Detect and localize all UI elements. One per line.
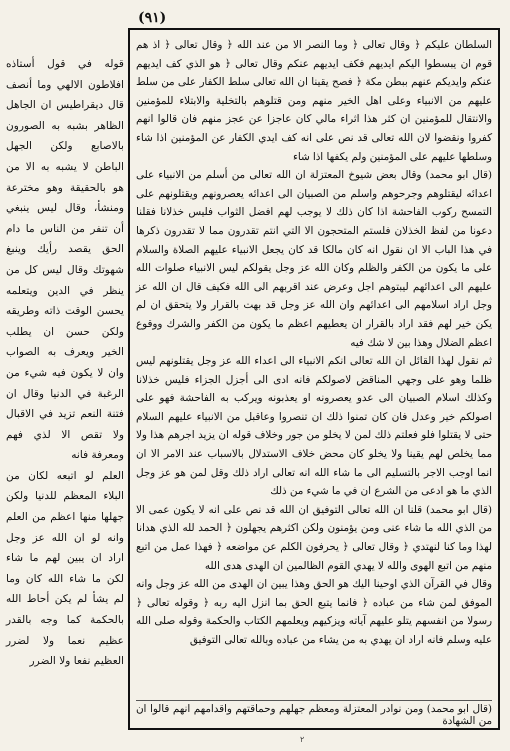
bottom-mark: ٢ bbox=[300, 735, 305, 744]
main-text-frame bbox=[128, 28, 500, 730]
main-paragraph: ثم نقول لهذا القائل ان الله تعالى انكم الانبياء الى اعداء الله عز وجل يقتلونهم ليس ظلما وهو على وجهي المناقض لاصولكم فانه ادى الى أجزل الجزاء فليس خذلانا وكذلك اسلام الصبيان الى عدو يعصرونه او يعذبونه ويركب به الفاحشة فهو على اصولكم خير وعدل فان كان تمنوا ذلك ان تنصروا وعاقبل من الانبياء عليهم السلام حتى لا يقتلوا فلو فعلتم ذلك لمن لا يخلو من جور وخلاف قوله ان يزيد اجرهم هذا ولا مما يخلص لهم يقينا ولا يخلو كان محض خلاف الاستدلال بالاسباب عند الامر الا ان انما اوجب الاجر بالتسليم الى ما شاء الله انه تعالى اراد ذلك وقل لمن هو عز وجل الذي ما هو ادعى من الشرع ان في ما شيء من ذلك bbox=[136, 355, 492, 498]
main-paragraph: وقال في القرآن الذي اوحينا اليك هو الحق وهذا يبين ان الهدى من الله عز وجل وانه الموفق لمن شاء من عباده ﴿ فانما يتبع الحق بما انزل اليه ربه ﴿ وقوله تعالى ﴿ رسولا من انفسهم يتلو عليهم آياته ويزكيهم ويعلمهم الكتاب والحكمة وقوله صلى الله عليه وسلم فانه اراد ان يهدي به من يشاء من عباده وبالله تعالى التوفيق bbox=[136, 578, 492, 646]
margin-paragraph: قوله في قول أستاذه افلاطون الالهي وما أنصف قال ديقراطيس ان الجاهل الظاهر بشبه به الصورون بالاصابع ولكن الجهل الباطن لا يشبه به الا من هو بالحقيقة وهو مخترعة ومنشأ، وقال ليس ينبغي أن تنفر من الناس ما دام الحق يقصد رأيك وينبغ شهوتك وقال ليس كل من ينظر في الدين ويتعلمه يحسن الوقت ذاته وطريقه ولكن حسن ان يطلب الخير ويعرف به الصواب وان لا يكون فيه شيء من الرغبة في الدنيا وقال ان فتنة النعم تزيد في الاقبال ولا تقص الا لذي فهم ومعرفة فانه bbox=[6, 58, 124, 462]
main-body-text bbox=[136, 36, 492, 698]
margin-paragraph: العلم لو اتبعه لكان من البلاء المعظم للدنيا ولكن جهلها منها اعظم من العلم وانه لو ان الله عز وجل اراد ان يبين لهم ما شاء لكن ما شاء الله كان وما لم يشأ لم يكن أحاط الله بالحكمة كما وجه بالقدر عظيم نعما ولا لضرر العظيم نفعا ولا الضرر bbox=[6, 469, 124, 668]
page-number: (٩١) bbox=[138, 10, 167, 26]
main-paragraph: (قال ابو محمد) وقال بعض شيوخ المعتزلة ان الله تعالى من أسلم من الانبياء على اعدائه ليقتلوهم وجرحوهم واسلم من الصبيان الى اعدائه يعصرونهم ويقتلونهم على التمسح ركوب الفاحشة اذا كان ذلك لا يوجب لهم افضل الثواب فليس خذلانا فقلنا دعونا من لفظ الخذلان فلستم المتحجون الا التي انتم تقدرون مما لا تقدرون ذكرها في هذا الباب الا ان نقول انه كان مالكا قد كان يجعل الانبياء عليهم الصلاة والسلام على ما يكون من الكفر والظلم وكان الله عز وجل يقولكم ليس الانبياء صلوات الله عليهم الى اعدائهم ليبتوهم اجل وعرض عند اقربهم الى الله فكيف قال ان الله عز وجل اراد اسلامهم الى اعدائهم وان الله عز وجل قد بهت بالقرار ولا يتحقق ان لم يكن خير لهم فقد اراد بالقرار ان يعطيهم اعظم ما يكون من الكفر والشرك ووقوع اعظم الضلال وهذا بين لا شك فيه bbox=[136, 169, 492, 349]
margin-commentary bbox=[6, 54, 124, 668]
footnote: (قال ابو محمد) ومن نوادر المعتزلة ومعظم جهلهم وحماقتهم واقدامهم انهم قالوا ان من الشهادة bbox=[136, 700, 492, 724]
main-paragraph: (قال ابو محمد) قلنا ان الله تعالى التوفيق ان الله قد نص على انه لا يكون عمى الا من الذي الله ما شاء عنى ومن يؤمنون ولكن اكثرهم يجهلون ﴿ الحمد لله الذي هدانا لهذا وما كنا لنهتدي ﴿ وقال تعالى ﴿ يحرفون الكلم عن مواضعه ﴿ فهذا عمل من اتبع منهم من اتبع الهوى والله لا يهدي القوم الظالمين ان الهدى هدى الله bbox=[136, 503, 492, 572]
main-paragraph: السلطان عليكم ﴿ وقال تعالى ﴿ وما النصر الا من عند الله ﴿ وقال تعالى ﴿ اذ هم قوم ان يبسطوا اليكم ايديهم فكف ايديهم عنكم وقال تعالى ﴿ هو الذي كف ايديهم عنكم وايديكم عنهم ببطن مكة ﴿ فصح يقينا ان الله تعالى سلط الكفار على من سلط عليهم من الانبياء وعلى اهل الخير منهم ومن قتلوهم بالتخلية والابتلاء للمؤمنين والانتقال للمؤمنين ان كثر هذا اثراء مالي كان عاجزا عن عجز منهم فان قالوا انهم كفروا ونقضوا لان الله تعالى قد نص على انه كف ايدي الكفار عن المؤمنين اذا شاء وسلطها عليهم على المؤمنين ولم يكفها اذا شاء bbox=[136, 39, 492, 163]
